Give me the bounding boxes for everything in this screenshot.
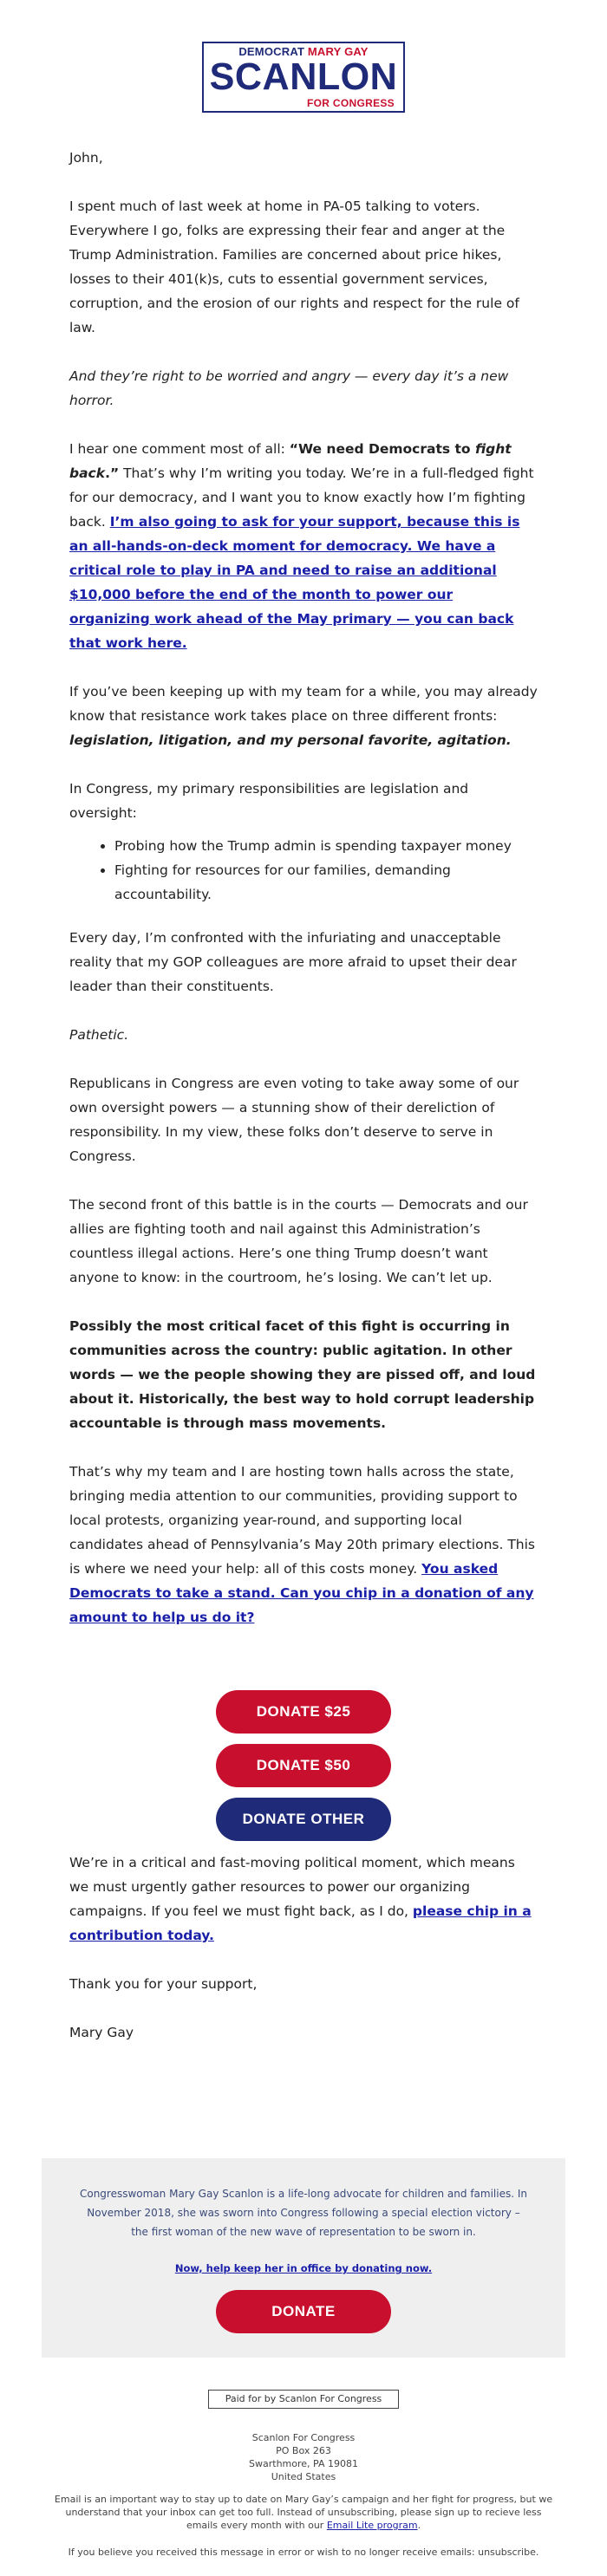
- mailing-address: Scanlon For Congress PO Box 263 Swarthmore, PA 19081 United States: [249, 2432, 358, 2482]
- paragraph-voters: I spent much of last week at home in PA-05 talking to voters. Everywhere I go, folks are expressing their fear and anger at the Trump Administration. Families are concerned about price hikes, losses to their 401(k)s, cuts to essential government services, corruption, and the erosion of our rights and respect for the rule of law.: [69, 198, 519, 335]
- campaign-logo[interactable]: [202, 42, 405, 113]
- thanks-line: Thank you for your support,: [69, 1976, 258, 1992]
- paid-for-disclaimer: Paid for by Scanlon For Congress: [208, 2390, 399, 2409]
- paragraph-gop: Every day, I’m confronted with the infuriating and unacceptable reality that my GOP colleagues are more afraid to upset their dear leader than their constituents.: [69, 930, 517, 994]
- logo-tagline: FOR CONGRESS: [307, 97, 395, 109]
- email-body: [69, 146, 538, 1654]
- contribution-link[interactable]: please chip in a contribution today.: [69, 1903, 532, 1943]
- donate-buttons: [0, 1690, 607, 1841]
- paragraph-oversight: Republicans in Congress are even voting to take away some of our own oversight powers — a stunning show of their dereliction of responsibility. In my view, these folks don’t deserve to serve in Congress.: [69, 1076, 519, 1164]
- chip-in-link[interactable]: You asked Democrats to take a stand. Can you chip in a donation of any amount to help us do it?: [69, 1561, 534, 1625]
- paragraph-courts: The second front of this battle is in the courts — Democrats and our allies are fighting tooth and nail against this Administration’s countless illegal actions. Here’s one thing Trump doesn’t want anyone to know: in the courtroom, he’s losing. We can’t let up.: [69, 1197, 528, 1285]
- logo-first-name: MARY GAY: [307, 45, 369, 58]
- paragraph-urgent: We’re in a critical and fast-moving political moment, which means we must urgently gather resources to power our organizing campaigns. If you feel we must fight back, as I do, please chip in a contribution today.: [69, 1855, 532, 1943]
- paragraph-town-halls: That’s why my team and I are hosting town halls across the state, bringing media attention to our communities, providing support to local protests, organizing year-round, and supporting local candidates ahead of Pennsylvania’s May 20th primary elections. This is where we need your help: all of this costs money. You asked Democrats to take a stand. Can you chip in a donation of any amount to help us do it?: [69, 1464, 535, 1625]
- bio-donate-button[interactable]: DONATE: [216, 2290, 391, 2333]
- signature: Mary Gay: [69, 2025, 134, 2040]
- donate-50-button[interactable]: DONATE $50: [216, 1744, 391, 1787]
- logo-prefix: DEMOCRAT: [238, 45, 305, 58]
- paragraph-three-fronts: If you’ve been keeping up with my team for a while, you may already know that resistance work takes place on three different fronts: legislation, litigation, and my personal favorite, agitation.: [69, 684, 538, 748]
- email-lite-link[interactable]: Email Lite program: [326, 2520, 418, 2531]
- paragraph-agitation: Possibly the most critical facet of this fight is occurring in communities across the country: public agitation. In other words — we the people showing they are pissed off, and loud about it. Historically, the best way to hold corrupt leadership accountable is through mass movements.: [69, 1318, 536, 1431]
- bio-text: Congresswoman Mary Gay Scanlon is a life-long advocate for children and families. In November 2018, she was sworn into Congress following a special election victory – the first woman of the new wave of representation to be sworn in.: [79, 2188, 527, 2238]
- paragraph-responsibilities: In Congress, my primary responsibilities are legislation and oversight:: [69, 781, 469, 821]
- bio-donate-link[interactable]: Now, help keep her in office by donating now.: [174, 2262, 433, 2274]
- email-body-closing: [69, 1851, 538, 2069]
- donate-25-button[interactable]: DONATE $25: [216, 1690, 391, 1734]
- list-item: • Fighting for resources for our families, demanding accountability.: [114, 858, 538, 907]
- bio-section: [42, 2158, 565, 2358]
- logo-surname: SCANLON: [209, 55, 398, 98]
- paragraph-fight-back: I hear one comment most of all: “We need Democrats to fight back.” That’s why I’m writing you today. We’re in a full-fledged fight for our democracy, and I want you to know exactly how I’m fighting back. I’m also going to ask for your support, because this is an all-hands-on-deck moment for democracy. We have a critical role to play in PA and need to raise an additional $10,000 before the end of the month to power our organizing work ahead of the May primary — you can back that work here.: [69, 441, 534, 651]
- responsibilities-list: [69, 834, 538, 907]
- unsubscribe-note[interactable]: If you believe you received this message in error or wish to no longer receive emails: unsubscribe.: [68, 2547, 539, 2558]
- donate-other-button[interactable]: DONATE OTHER: [216, 1798, 391, 1841]
- greeting: John,: [69, 150, 103, 166]
- list-item: • Probing how the Trump admin is spending taxpayer money: [114, 834, 538, 858]
- paragraph-pathetic: Pathetic.: [69, 1027, 129, 1043]
- email-lite-note: Email is an important way to stay up to date on Mary Gay’s campaign and her fight for progress, but we understand that your inbox can get too full. Instead of unsubscribing, please sign up to recieve less emails every month with our Email Lite program.: [54, 2494, 553, 2531]
- paragraph-horror: And they’re right to be worried and angry — every day it’s a new horror.: [69, 368, 509, 408]
- support-link[interactable]: I’m also going to ask for your support, because this is an all-hands-on-deck moment for democracy. We have a critical role to play in PA and need to raise an additional $10,000 before the end of the month to power our organizing work ahead of the May primary — you can back that work here.: [69, 514, 520, 651]
